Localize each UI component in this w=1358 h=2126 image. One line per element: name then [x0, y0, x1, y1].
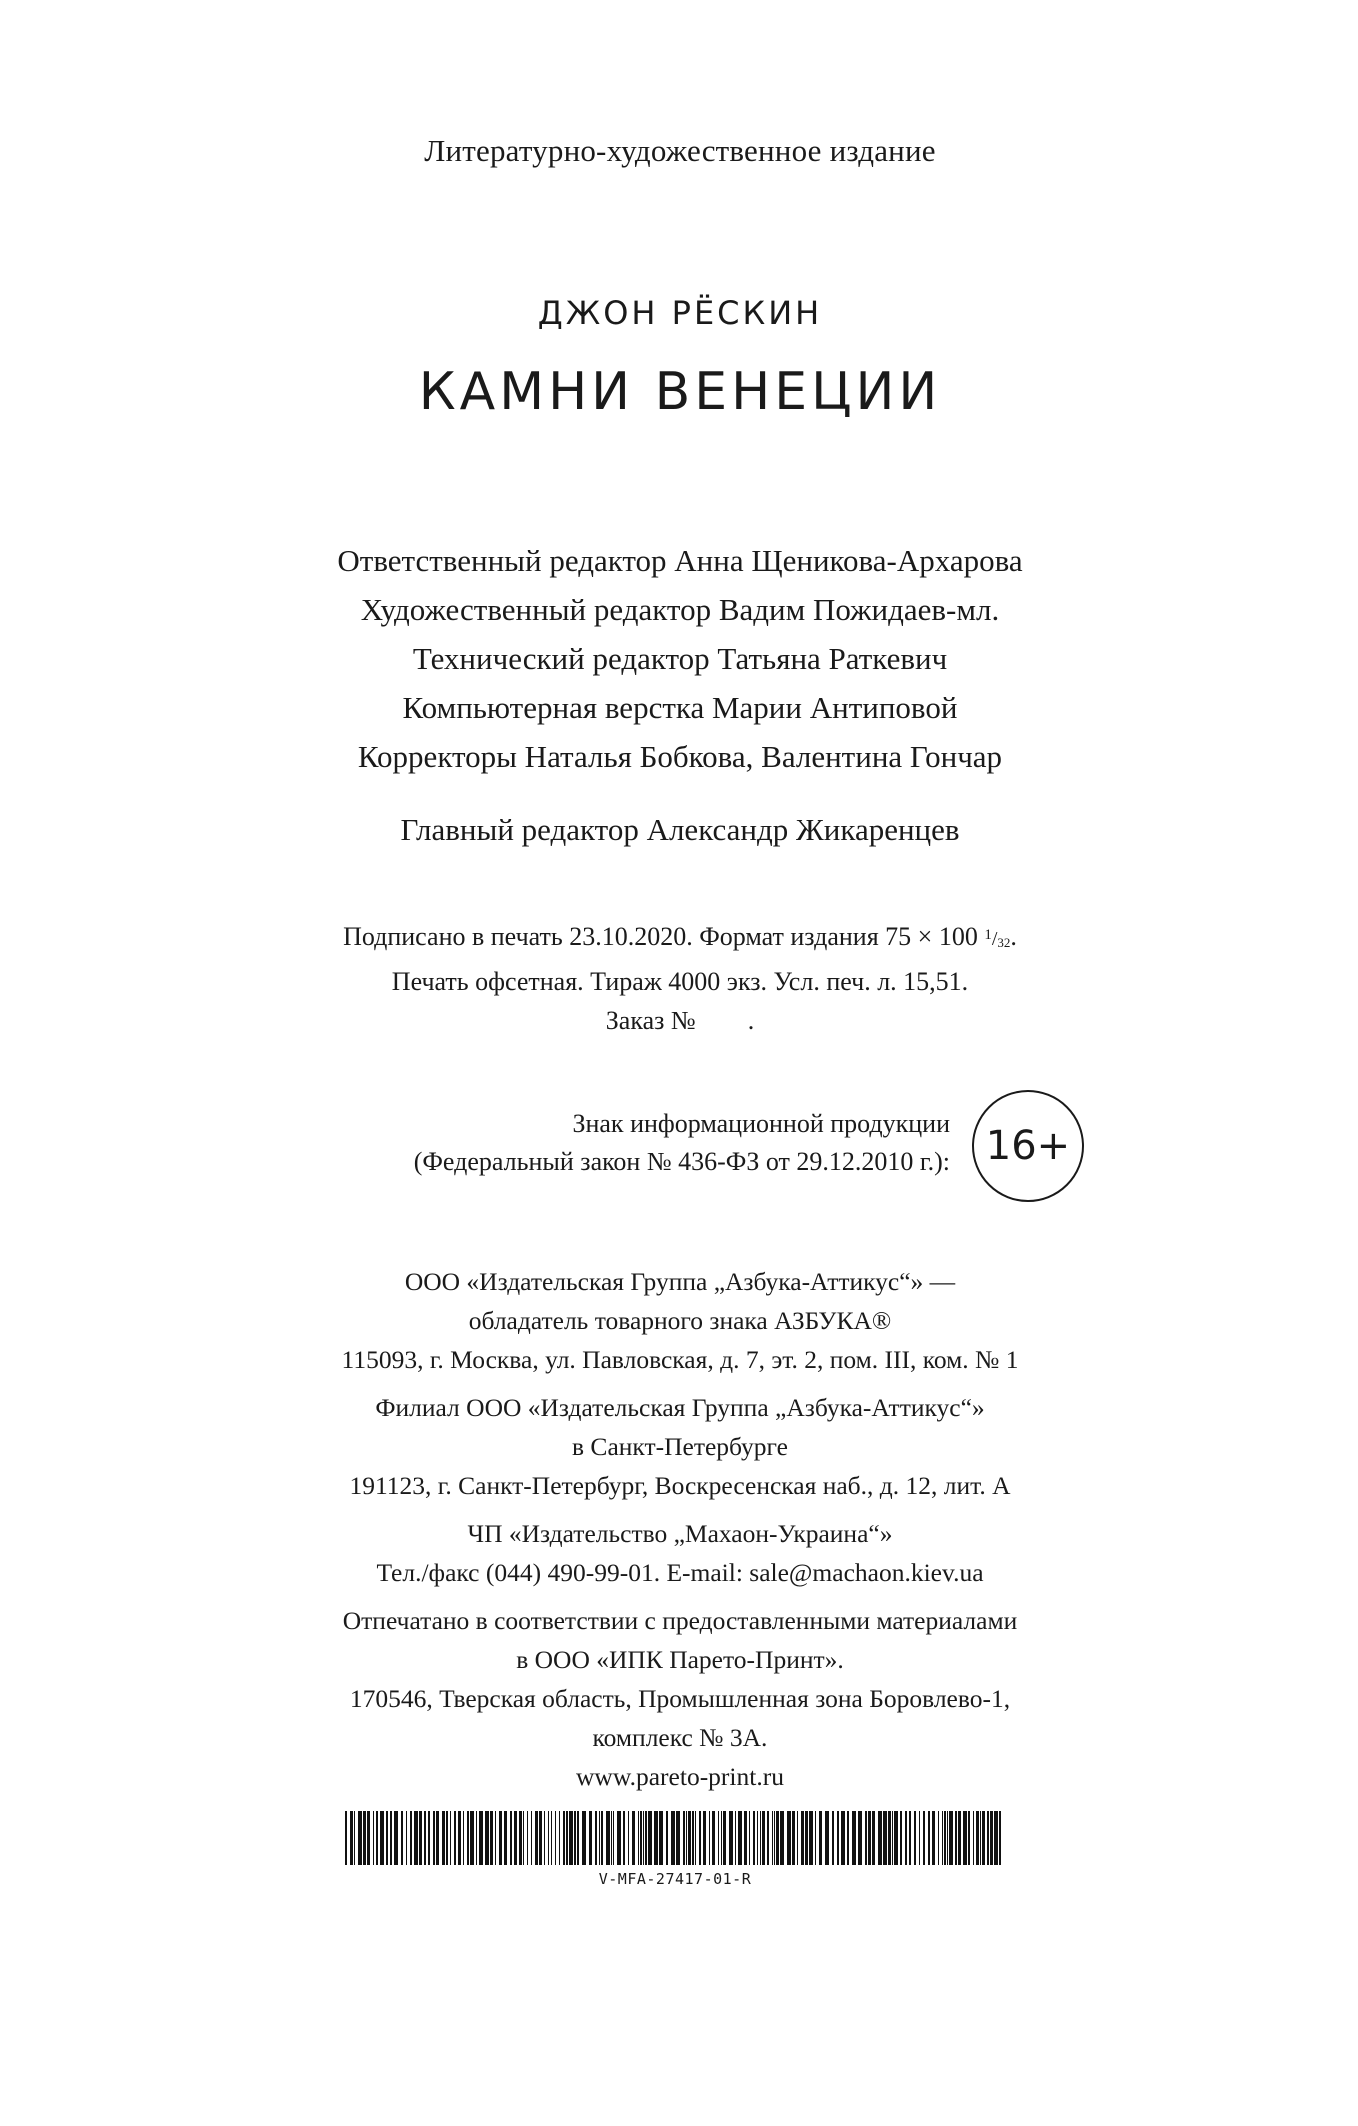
barcode-bar: [767, 1811, 769, 1865]
publisher-line: ООО «Издательская Группа „Азбука-Аттикус“» —: [404, 1267, 956, 1296]
barcode-bar: [923, 1811, 925, 1865]
publisher-line: Тел./факс (044) 490-99-01. E-mail: sale@machaon.kiev.ua: [376, 1558, 984, 1587]
barcode-bar: [868, 1811, 871, 1865]
barcode-bar: [968, 1811, 970, 1865]
publisher-line: обладатель товарного знака АЗБУКА®: [468, 1306, 892, 1335]
staff-line: Художественный редактор Вадим Пожидаев-мл.: [360, 592, 1000, 627]
barcode-bar: [563, 1811, 565, 1865]
barcode-bar: [878, 1811, 882, 1865]
barcode-bar: [900, 1811, 902, 1865]
barcode-bar: [490, 1811, 493, 1865]
barcode-bar: [723, 1811, 726, 1865]
barcode-bar: [363, 1811, 366, 1865]
barcode-bar: [837, 1811, 839, 1865]
barcode-bar: [919, 1811, 920, 1865]
barcode-bar: [617, 1811, 621, 1865]
barcode-bar: [510, 1811, 512, 1865]
barcode-bar: [499, 1811, 502, 1865]
barcode-bar: [467, 1811, 469, 1865]
barcode-bar: [688, 1811, 691, 1865]
barcode-bar: [797, 1811, 798, 1865]
publisher-line: в ООО «ИПК Парето-Принт».: [516, 1645, 844, 1674]
barcode-bar: [955, 1811, 957, 1865]
barcode-bar: [485, 1811, 489, 1865]
barcode-bar: [544, 1811, 545, 1865]
barcode-bar: [623, 1811, 625, 1865]
barcode-bar: [832, 1811, 834, 1865]
barcode-bar: [555, 1811, 556, 1865]
barcode-bar: [805, 1811, 808, 1865]
age-mark-line: (Федеральный закон № 436-ФЗ от 29.12.2010 г.):: [413, 1147, 950, 1176]
barcode-bar: [401, 1811, 403, 1865]
barcode-bar: [479, 1811, 483, 1865]
barcode-bar: [666, 1811, 668, 1865]
format-denominator: 32: [997, 935, 1011, 950]
barcode-bar: [699, 1811, 701, 1865]
staff-line: Компьютерная верстка Марии Антиповой: [402, 690, 958, 725]
staff-line: Технический редактор Татьяна Раткевич: [412, 641, 948, 676]
barcode-bar: [410, 1811, 412, 1865]
barcode-bar: [548, 1811, 549, 1865]
barcode-bar: [531, 1811, 532, 1865]
barcode-bar: [566, 1811, 568, 1865]
barcode-bar: [692, 1811, 694, 1865]
barcode-bar: [792, 1811, 795, 1865]
barcode-bar: [446, 1811, 448, 1865]
barcode-bar: [559, 1811, 560, 1865]
barcode-bar: [414, 1811, 418, 1865]
barcode-bar: [628, 1811, 629, 1865]
barcode-bar: [527, 1811, 528, 1865]
barcode-bar: [551, 1811, 552, 1865]
barcode-bar: [406, 1811, 407, 1865]
barcode-bar: [613, 1811, 614, 1865]
barcode-bar: [595, 1811, 597, 1865]
barcode-bar: [463, 1811, 464, 1865]
barcode-bar: [394, 1811, 398, 1865]
barcode-bar: [386, 1811, 388, 1865]
barcode-bar: [442, 1811, 445, 1865]
barcode-bar: [428, 1811, 430, 1865]
barcode-bar: [523, 1811, 524, 1865]
publisher-line: Отпечатано в соответствии с предоставленными материалами: [342, 1606, 1018, 1635]
barcode-bar: [454, 1811, 456, 1865]
barcode-bar: [354, 1811, 355, 1865]
author-name: ДЖОН РЁСКИН: [537, 294, 823, 332]
format-fraction: $^1/_{32}$: [984, 927, 1011, 950]
barcode-bar: [980, 1811, 981, 1865]
edition-type: Литературно-художественное издание: [424, 133, 936, 168]
barcode-bar: [947, 1811, 948, 1865]
age-mark-line: Знак информационной продукции: [572, 1109, 950, 1138]
barcode-bar: [709, 1811, 710, 1865]
chief-editor: Главный редактор Александр Жикаренцев: [400, 812, 960, 847]
barcode-bar: [504, 1811, 507, 1865]
barcode-bar: [676, 1811, 680, 1865]
barcode-bar: [373, 1811, 374, 1865]
barcode-bar: [994, 1811, 998, 1865]
barcode-bar: [367, 1811, 370, 1865]
barcode-bar: [350, 1811, 353, 1865]
barcode-bar: [825, 1811, 829, 1865]
barcode-bar: [718, 1811, 719, 1865]
barcode-bar: [757, 1811, 758, 1865]
barcode-bar: [380, 1811, 384, 1865]
barcode-bar: [659, 1811, 663, 1865]
barcode-bar: [519, 1811, 522, 1865]
barcode-bar: [815, 1811, 816, 1865]
barcode-bar: [949, 1811, 953, 1865]
barcode-bar: [772, 1811, 773, 1865]
barcode-bar: [729, 1811, 733, 1865]
barcode: [345, 1811, 1005, 1865]
barcode-bar: [753, 1811, 755, 1865]
barcode-bar: [774, 1811, 775, 1865]
barcode-bar: [987, 1811, 989, 1865]
barcode-bar: [569, 1811, 573, 1865]
barcode-bar: [744, 1811, 747, 1865]
barcode-bar: [928, 1811, 930, 1865]
publisher-line: в Санкт-Петербурге: [572, 1432, 788, 1461]
barcode-bar: [942, 1811, 943, 1865]
barcode-bar: [686, 1811, 687, 1865]
barcode-bar: [433, 1811, 435, 1865]
barcode-bar: [865, 1811, 867, 1865]
barcode-bar: [645, 1811, 647, 1865]
barcode-bar: [458, 1811, 461, 1865]
publisher-line: 115093, г. Москва, ул. Павловская, д. 7, эт. 2, пом. III, ком. № 1: [341, 1345, 1019, 1374]
barcode-bar: [345, 1811, 347, 1865]
barcode-bar: [376, 1811, 378, 1865]
barcode-bar: [640, 1811, 642, 1865]
publisher-line: комплекс № 3А.: [592, 1723, 768, 1752]
barcode-bar: [932, 1811, 935, 1865]
barcode-bar: [894, 1811, 898, 1865]
barcode-bar: [390, 1811, 392, 1865]
barcode-bar: [735, 1811, 736, 1865]
barcode-bar: [539, 1811, 542, 1865]
barcode-bar: [958, 1811, 961, 1865]
barcode-bar: [495, 1811, 496, 1865]
barcode-bar: [654, 1811, 658, 1865]
barcode-bar: [683, 1811, 685, 1865]
barcode-bar: [436, 1811, 439, 1865]
barcode-bar: [760, 1811, 761, 1865]
barcode-bar: [872, 1811, 875, 1865]
publisher-info: [140, 1262, 1220, 1796]
barcode-bar: [858, 1811, 862, 1865]
barcode-bar: [721, 1811, 722, 1865]
print-info-line: [140, 916, 1220, 962]
barcode-bar: [671, 1811, 675, 1865]
publisher-line: 191123, г. Санкт-Петербург, Воскресенская наб., д. 12, лит. А: [349, 1471, 1011, 1500]
barcode-bar: [762, 1811, 765, 1865]
age-mark-text: [260, 1105, 950, 1181]
barcode-bar: [632, 1811, 635, 1865]
barcode-bar: [695, 1811, 696, 1865]
barcode-bar: [424, 1811, 426, 1865]
barcode-bar: [535, 1811, 538, 1865]
barcode-bar: [577, 1811, 579, 1865]
barcode-bar: [787, 1811, 791, 1865]
print-format-text: Подписано в печать 23.10.2020. Формат издания 75 × 100: [343, 922, 978, 951]
print-info-line: Заказ № .: [605, 1006, 755, 1035]
barcode-bar: [944, 1811, 946, 1865]
barcode-code: V-MFA-27417-01-R: [598, 1870, 752, 1888]
barcode-bar: [514, 1811, 517, 1865]
barcode-bar: [738, 1811, 742, 1865]
barcode-bar: [638, 1811, 639, 1865]
barcode-bar: [852, 1811, 856, 1865]
barcode-bar: [909, 1811, 911, 1865]
print-info: [140, 916, 1220, 1040]
editorial-staff: [140, 536, 1220, 781]
print-info-line: Печать офсетная. Тираж 4000 экз. Усл. печ. л. 15,51.: [391, 967, 969, 996]
barcode-bar: [883, 1811, 887, 1865]
barcode-bar: [892, 1811, 893, 1865]
barcode-bar: [776, 1811, 779, 1865]
barcode-bar: [703, 1811, 706, 1865]
barcode-bar: [819, 1811, 822, 1865]
staff-line: Ответственный редактор Анна Щеникова-Архарова: [337, 543, 1023, 578]
print-format-end: .: [1010, 922, 1017, 951]
publisher-line: Филиал ООО «Издательская Группа „Азбука-Аттикус“»: [375, 1393, 985, 1422]
barcode-bar: [574, 1811, 576, 1865]
barcode-bar: [582, 1811, 586, 1865]
barcode-bar: [606, 1811, 610, 1865]
barcode-bar: [712, 1811, 715, 1865]
barcode-bar: [976, 1811, 979, 1865]
format-numerator: 1: [984, 927, 992, 943]
barcode-bar: [999, 1811, 1001, 1865]
barcode-bar: [358, 1811, 362, 1865]
barcode-bar: [847, 1811, 849, 1865]
barcode-bar: [450, 1811, 451, 1865]
barcode-bar: [982, 1811, 985, 1865]
publisher-line: ЧП «Издательство „Махаон-Украина“»: [467, 1519, 893, 1548]
barcode-bar: [648, 1811, 652, 1865]
barcode-bar: [973, 1811, 974, 1865]
age-rating-badge: 16+: [972, 1090, 1084, 1202]
barcode-bar: [888, 1811, 891, 1865]
staff-line: Корректоры Наталья Бобкова, Валентина Гончар: [357, 739, 1003, 774]
barcode-bar: [419, 1811, 422, 1865]
publisher-line: www.pareto-print.ru: [576, 1762, 784, 1791]
barcode-bar: [599, 1811, 600, 1865]
barcode-bar: [938, 1811, 939, 1865]
book-title: КАМНИ ВЕНЕЦИИ: [418, 362, 942, 422]
barcode-bar: [801, 1811, 804, 1865]
barcode-bar: [589, 1811, 592, 1865]
barcode-bar: [963, 1811, 967, 1865]
barcode-bar: [841, 1811, 845, 1865]
barcode-bar: [749, 1811, 750, 1865]
barcode-bar: [476, 1811, 477, 1865]
barcode-bar: [470, 1811, 474, 1865]
barcode-bar: [611, 1811, 612, 1865]
publisher-line: 170546, Тверская область, Промышленная зона Боровлево-1,: [349, 1684, 1011, 1713]
barcode-bar: [809, 1811, 813, 1865]
barcode-bar: [905, 1811, 907, 1865]
barcode-bar: [990, 1811, 993, 1865]
barcode-bar: [643, 1811, 644, 1865]
barcode-bar: [914, 1811, 916, 1865]
barcode-bar: [601, 1811, 603, 1865]
barcode-bar: [780, 1811, 784, 1865]
